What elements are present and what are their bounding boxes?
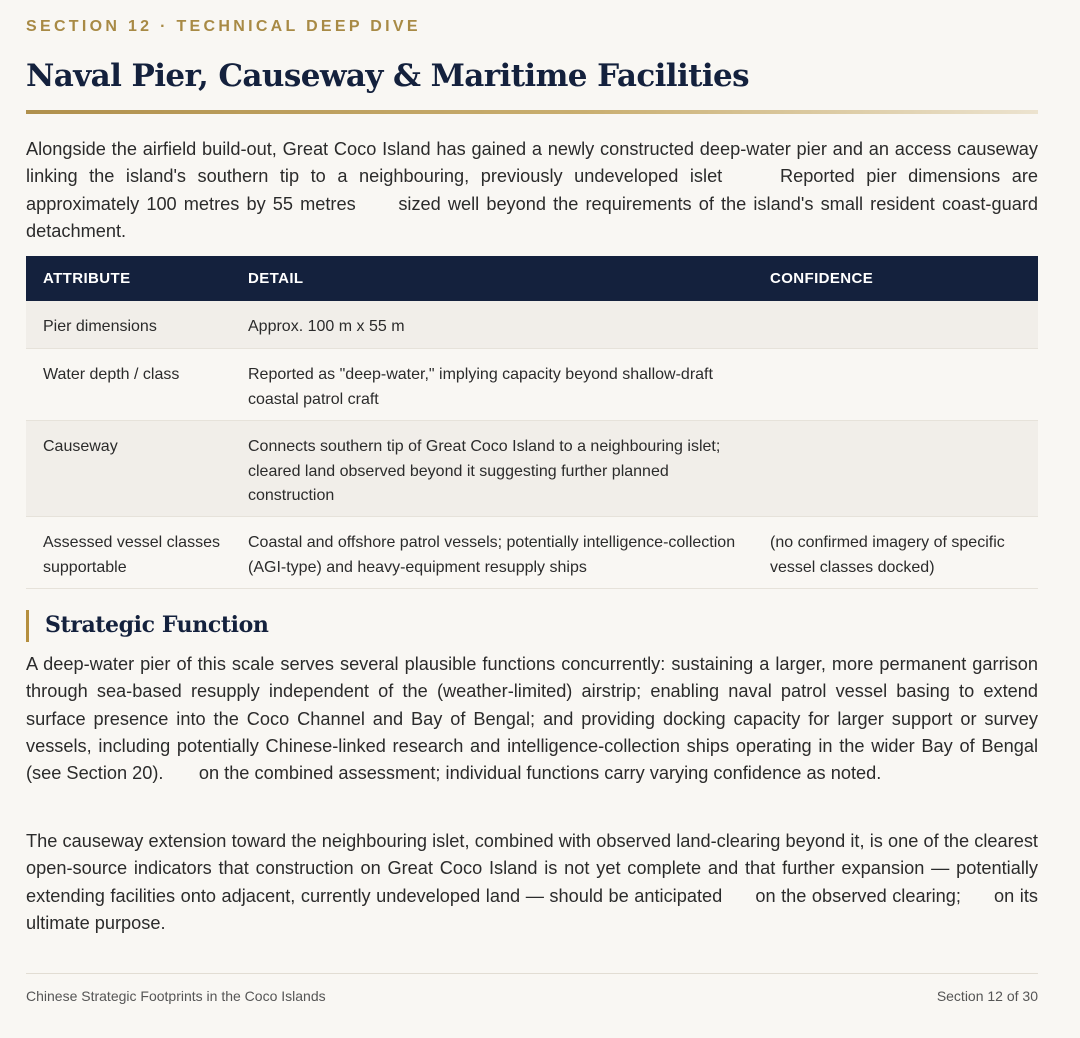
cell-detail: Coastal and offshore patrol vessels; potentially intelligence-collection (AGI-type) and heavy-equipment resupply ships <box>248 534 736 576</box>
table-header <box>26 256 1038 301</box>
column-header-confidence: CONFIDENCE <box>770 270 874 287</box>
body-paragraph: A deep-water pier of this scale serves several plausible functions concurrently: sustaining a larger, more permanent garrison through sea-based resupply independent of the (weather-limited) airstrip; enabling naval patrol vessel basing to extend surface presence into the Coco Channel and Bay of Bengal; and providing docking capacity for larger support or survey vessels, including potentially Chinese-linked research and intelligence-collection ships operating in the wider Bay of Bengal (see Section 20). on the combined assessment; individual functions carry varying confidence as noted. <box>26 654 1044 784</box>
facilities-table <box>26 256 1038 589</box>
footer-divider <box>26 973 1038 974</box>
intro-paragraph: Alongside the airfield build-out, Great Coco Island has gained a newly constructed deep-water pier and an access causeway linking the island's southern tip to a neighbouring, previously undeveloped islet Reported pier dimensions are approximately 100 metres by 55 metres sized well beyond the requirements of the island's small resident coast-guard detachment. <box>26 139 1044 241</box>
footer-page-indicator: Section 12 of 30 <box>936 988 1038 1004</box>
table-row <box>26 517 1038 589</box>
cell-attribute: Water depth / class <box>43 366 180 383</box>
cell-detail: Connects southern tip of Great Coco Island to a neighbouring islet; cleared land observed beyond it suggesting further planned construction <box>248 438 721 504</box>
page-title: Naval Pier, Causeway & Maritime Facilities <box>26 58 749 94</box>
cell-attribute: Causeway <box>43 438 118 455</box>
section-heading <box>26 610 269 642</box>
cell-detail: Reported as "deep-water," implying capacity beyond shallow-draft coastal patrol craft <box>248 366 713 408</box>
table-row <box>26 301 1038 349</box>
table-row <box>26 349 1038 421</box>
cell-detail: Approx. 100 m x 55 m <box>248 318 405 335</box>
footer-document-title: Chinese Strategic Footprints in the Coco Islands <box>26 988 326 1004</box>
body-paragraph: The causeway extension toward the neighbouring islet, combined with observed land-clearing beyond it, is one of the clearest open-source indicators that construction on Great Coco Island is not yet complete and that further expansion — potentially extending facilities onto adjacent, currently undeveloped land — should be anticipated on the observed clearing; on its ultimate purpose. <box>26 831 1044 933</box>
title-divider <box>26 110 1038 114</box>
section-heading-text: Strategic Function <box>45 612 269 638</box>
section-kicker: SECTION 12 · TECHNICAL DEEP DIVE <box>26 18 421 35</box>
column-header-attribute: ATTRIBUTE <box>43 270 131 287</box>
cell-attribute: Pier dimensions <box>43 318 157 335</box>
column-header-detail: DETAIL <box>248 270 304 287</box>
cell-confidence: (no confirmed imagery of specific vessel classes docked) <box>770 534 1005 576</box>
table-row <box>26 421 1038 517</box>
cell-attribute: Assessed vessel classes supportable <box>43 534 220 576</box>
